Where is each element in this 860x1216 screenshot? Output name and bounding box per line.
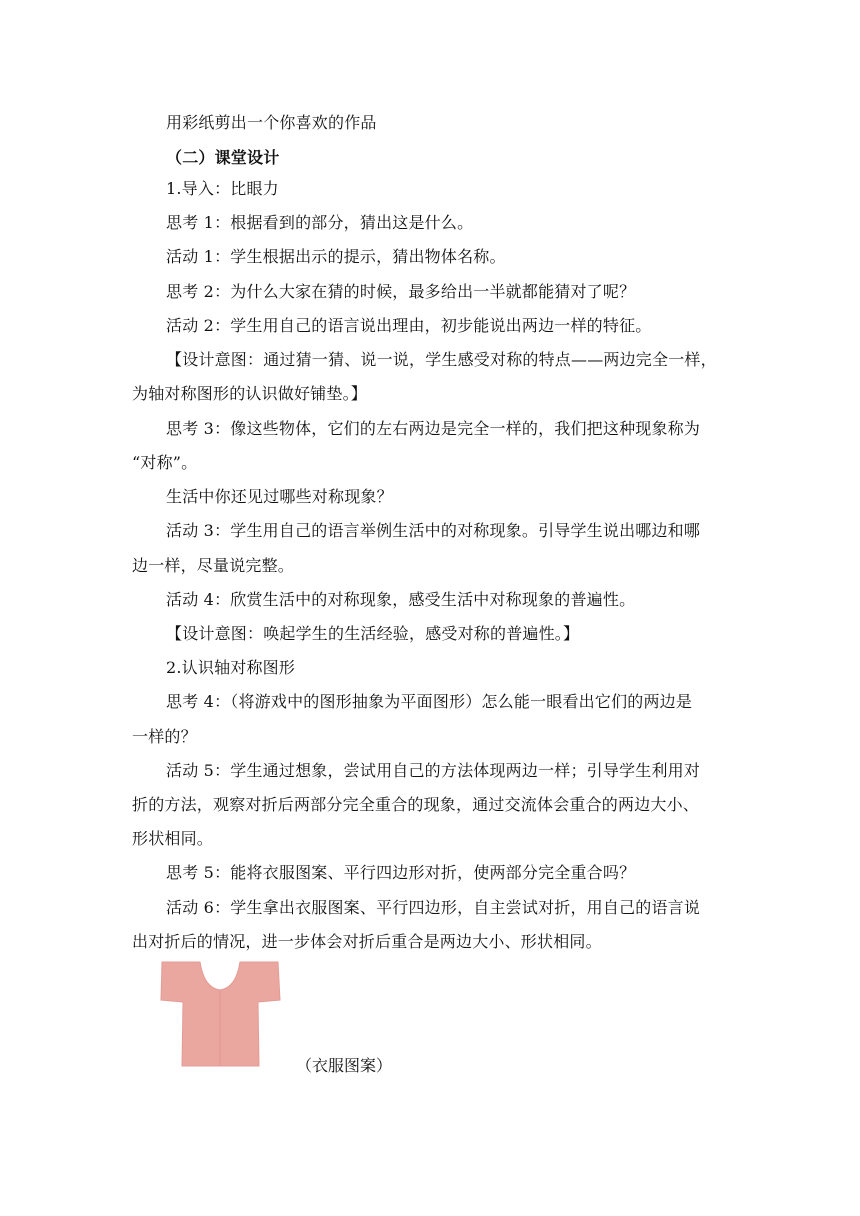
text-line: 折的方法，观察对折后两部分完全重合的现象，通过交流体会重合的两边大小、 (132, 795, 700, 814)
section-heading: （二）课堂设计 (166, 148, 280, 167)
text-line: 活动 1：学生根据出示的提示，猜出物体名称。 (166, 247, 506, 266)
text-line: 一样的？ (132, 727, 197, 746)
text-line: 生活中你还见过哪些对称现象？ (166, 487, 393, 506)
figure-caption: （衣服图案） (296, 1056, 393, 1075)
text-line: 活动 2：学生用自己的语言说出理由，初步能说出两边一样的特征。 (166, 316, 652, 335)
subsection-heading: 2.认识轴对称图形 (166, 658, 296, 677)
text-line: 活动 4：欣赏生活中的对称现象，感受生活中对称现象的普遍性。 (166, 590, 636, 609)
text-line: 思考 2：为什么大家在猜的时候，最多给出一半就都能猜对了呢？ (166, 282, 636, 301)
text-line: 形状相同。 (132, 829, 214, 848)
text-line: 思考 4：（将游戏中的图形抽象为平面图形）怎么能一眼看出它们的两边是 (166, 692, 693, 711)
design-intent-note: 【设计意图：唤起学生的生活经验，感受对称的普遍性。】 (166, 624, 580, 643)
text-line: 活动 6：学生拿出衣服图案、平行四边形，自主尝试对折，用自己的语言说 (166, 898, 701, 917)
design-intent-note: 【设计意图：通过猜一猜、说一说，学生感受对称的特点——两边完全一样， (166, 350, 717, 369)
text-line: 用彩纸剪出一个你喜欢的作品 (166, 113, 377, 132)
text-line: 活动 3：学生用自己的语言举例生活中的对称现象。引导学生说出哪边和哪 (166, 521, 701, 540)
text-line: “对称”。 (132, 453, 198, 472)
text-line: 思考 5：能将衣服图案、平行四边形对折，使两部分完全重合吗？ (166, 863, 636, 882)
subsection-heading: 1.导入：比眼力 (166, 179, 279, 198)
text-line: 边一样，尽量说完整。 (132, 556, 295, 575)
design-intent-note: 为轴对称图形的认识做好铺垫。】 (132, 384, 368, 403)
shirt-pattern-image (158, 960, 282, 1068)
text-line: 活动 5：学生通过想象，尝试用自己的方法体现两边一样；引导学生利用对 (166, 761, 701, 780)
text-line: 思考 1：根据看到的部分，猜出这是什么。 (166, 213, 474, 232)
text-line: 思考 3：像这些物体，它们的左右两边是完全一样的，我们把这种现象称为 (166, 419, 701, 438)
text-line: 出对折后的情况，进一步体会对折后重合是两边大小、形状相同。 (132, 932, 602, 951)
